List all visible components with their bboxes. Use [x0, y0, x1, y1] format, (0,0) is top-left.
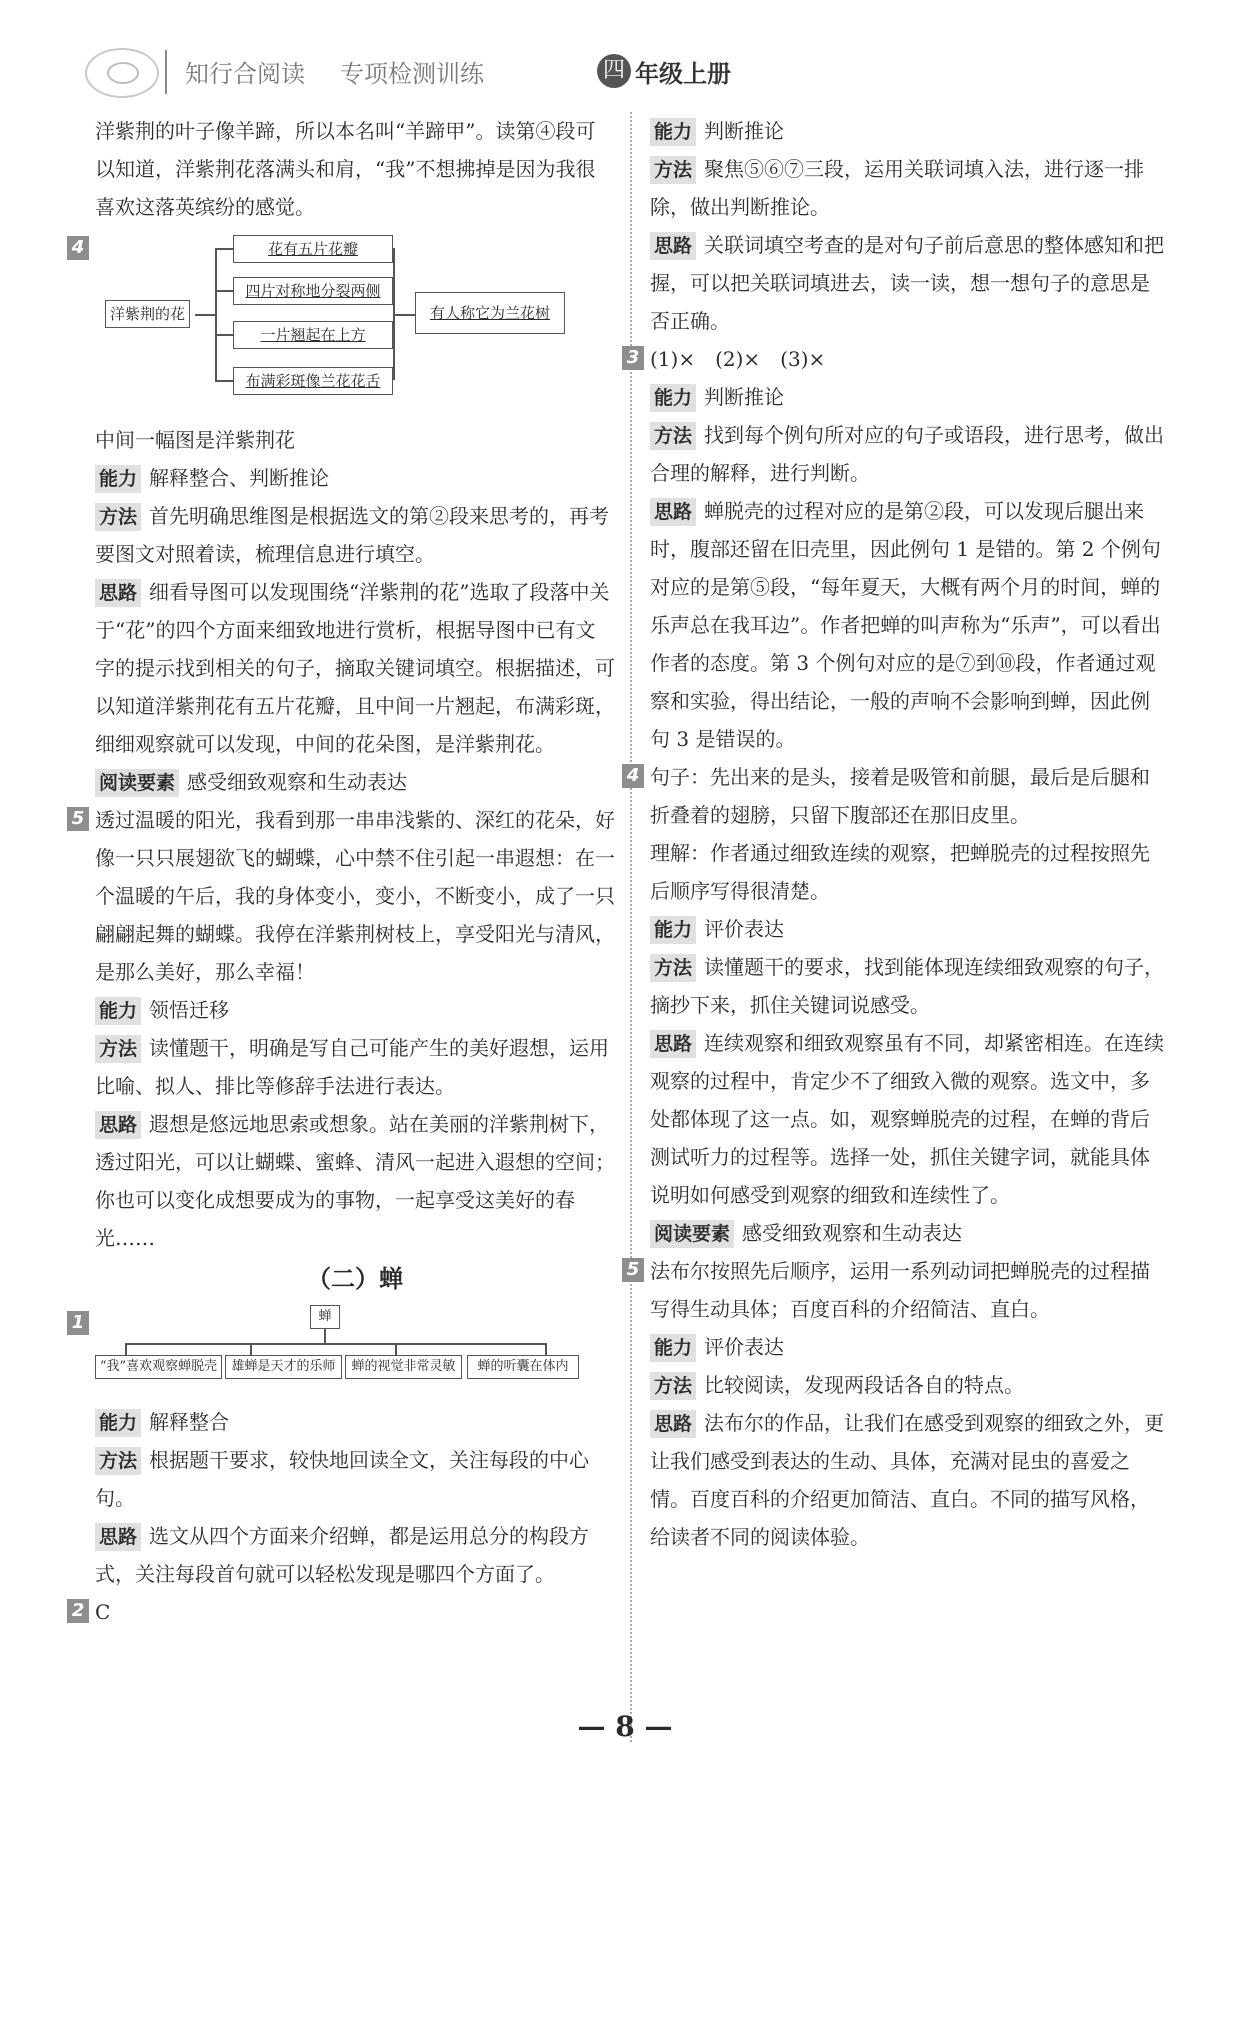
connector [250, 1343, 252, 1355]
question-5 [71, 801, 615, 991]
publisher-logo-icon [85, 48, 159, 98]
question-4 [71, 230, 615, 415]
idea-label: 思路 [650, 1410, 696, 1438]
ability-line: 能力 评价表达 [650, 910, 1165, 948]
ability-label: 能力 [95, 1409, 141, 1437]
left-column [71, 112, 615, 1631]
tree-child: 雄蝉是天才的乐师 [225, 1355, 342, 1379]
connector [215, 248, 217, 380]
connector [215, 248, 233, 250]
mindmap-branch: 花有五片花瓣 [233, 235, 393, 263]
method-label: 方法 [95, 1447, 141, 1475]
section2-question-2 [71, 1593, 615, 1631]
idea-label: 思路 [650, 232, 696, 260]
method-label: 方法 [650, 422, 696, 450]
question-number: 2 [67, 1599, 89, 1623]
idea-line: 思路 关联词填空考查的是对句子前后意思的整体感知和把握，可以把关联词填进去，读一读，想一想句子的意思是否正确。 [650, 233, 1165, 333]
method-line: 方法 比较阅读，发现两段话各自的特点。 [650, 1366, 1165, 1404]
method-line: 方法 读懂题干，明确是写自己可能产生的美好遐想，运用比喻、拟人、排比等修辞手法进行表达。 [95, 1036, 610, 1098]
ability-line: 能力 领悟迁移 [95, 991, 615, 1029]
question-number: 4 [67, 236, 89, 260]
idea-line: 思路 遐想是悠远地思索或想象。站在美丽的洋紫荆树下，透过阳光，可以让蝴蝶、蜜蜂、清风一起进入遐想的空间；你也可以变化成想要成为的事物，一起享受这美好的春光…… [95, 1112, 615, 1250]
question-number: 3 [622, 346, 644, 370]
mindmap-branch: 四片对称地分裂两侧 [233, 277, 393, 305]
tree-child: “我”喜欢观察蝉脱壳 [95, 1355, 222, 1379]
element-label: 阅读要素 [650, 1220, 734, 1248]
connector [393, 314, 415, 316]
method-line: 方法 读懂题干的要求，找到能体现连续细致观察的句子，摘抄下来，抓住关键词说感受。 [650, 955, 1165, 1017]
grade-label: 年级上册 [635, 60, 731, 88]
method-label: 方法 [95, 1035, 141, 1063]
header-divider [165, 50, 167, 94]
series-subtitle: 专项检测训练 [340, 60, 484, 88]
ability-label: 能力 [650, 384, 696, 412]
ability-line: 能力 判断推论 [650, 112, 1165, 150]
mindmap-center: 洋紫荆的花 [105, 300, 190, 328]
page-number: — 8 — [577, 1710, 673, 1743]
question-number: 1 [67, 1311, 89, 1335]
answer-text: (1)× (2)× (3)× [650, 347, 826, 371]
connector [125, 1343, 127, 1355]
idea-line: 思路 连续观察和细致观察虽有不同，却紧密相连。在连续观察的过程中，肯定少不了细致入微的观察。选文中，多处都体现了这一点。如，观察蝉脱壳的过程，在蝉的背后测试听力的过程等。选择一处，抓住关键字词，就能具体说明如何感受到观察的细致和连续性了。 [650, 1031, 1165, 1207]
idea-line: 思路 法布尔的作品，让我们在感受到观察的细致之外，更让我们感受到表达的生动、具体，充满对昆虫的喜爱之情。百度百科的介绍更加简洁、直白。不同的描写风格，给读者不同的阅读体验。 [650, 1411, 1165, 1549]
tree-root: 蝉 [310, 1305, 340, 1329]
idea-label: 思路 [95, 579, 141, 607]
idea-label: 思路 [95, 1111, 141, 1139]
question-4 [626, 758, 1165, 834]
connector [324, 1329, 326, 1343]
method-line: 方法 首先明确思维图是根据选文的第②段来思考的，再考要图文对照着读，梳理信息进行填空。 [95, 504, 610, 566]
section-title: （二）蝉 [307, 1265, 403, 1293]
answer-text: 洋紫荆的叶子像羊蹄，所以本名叫“羊蹄甲”。读第④段可以知道，洋紫荆花落满头和肩，“我”不想拂掉是因为我很喜欢这落英缤纷的感觉。 [95, 119, 596, 219]
ability-label: 能力 [650, 1334, 696, 1362]
question-3 [626, 340, 1165, 378]
question-number: 4 [622, 764, 644, 788]
connector [395, 1343, 397, 1355]
mindmap-branch: 布满彩斑像兰花花舌 [233, 367, 393, 395]
ability-line: 能力 评价表达 [650, 1328, 1165, 1366]
method-label: 方法 [95, 503, 141, 531]
mindmap-branch: 一片翘起在上方 [233, 321, 393, 349]
ability-label: 能力 [95, 465, 141, 493]
element-line: 阅读要素 感受细致观察和生动表达 [650, 1214, 1165, 1252]
tree-child: 蝉的视觉非常灵敏 [345, 1355, 462, 1379]
tree-child: 蝉的听囊在体内 [467, 1355, 579, 1379]
element-label: 阅读要素 [95, 769, 179, 797]
connector [215, 290, 233, 292]
ability-label: 能力 [650, 916, 696, 944]
series-title: 知行合阅读 [185, 60, 305, 88]
method-line: 方法 根据题干要求，较快地回读全文，关注每段的中心句。 [95, 1448, 590, 1510]
question-number: 5 [622, 1258, 644, 1282]
ability-line: 能力 解释整合 [95, 1403, 615, 1441]
ability-label: 能力 [95, 997, 141, 1025]
connector [195, 314, 215, 316]
idea-label: 思路 [650, 1030, 696, 1058]
page-header [85, 42, 1185, 102]
structure-tree-diagram [95, 1305, 615, 1395]
section2-question-1 [71, 1305, 615, 1395]
grade-number-badge: 四 [597, 54, 631, 88]
idea-line: 思路 蝉脱壳的过程对应的是第②段，可以发现后腿出来时，腹部还留在旧壳里，因此例句 1 是错的。第 2 个例句对应的是第⑤段，“每年夏天，大概有两个月的时间，蝉的乐声总在我耳边”。作者把蝉的叫声称为“乐声”，可以看出作者的态度。第 3 个例句对应的是⑦到⑩段，作者通过观察和实验，得出结论，一般的声响不会影响到蝉，因此例句 3 是错误的。 [650, 499, 1161, 751]
mind-map-diagram [95, 230, 615, 415]
method-line: 方法 找到每个例句所对应的句子或语段，进行思考，做出合理的解释，进行判断。 [650, 423, 1165, 485]
answer-text: 句子：先出来的是头，接着是吸管和前腿，最后是后腿和折叠着的翅膀，只留下腹部还在那旧皮里。 [650, 765, 1150, 827]
method-label: 方法 [650, 156, 696, 184]
connector [215, 334, 233, 336]
method-label: 方法 [650, 954, 696, 982]
idea-line: 思路 选文从四个方面来介绍蝉，都是运用总分的构段方式，关注每段首句就可以轻松发现是哪四个方面了。 [95, 1524, 590, 1586]
idea-label: 思路 [95, 1523, 141, 1551]
ability-label: 能力 [650, 118, 696, 146]
connector [215, 380, 233, 382]
method-line: 方法 聚焦⑤⑥⑦三段，运用关联词填入法，进行逐一排除，做出判断推论。 [650, 157, 1145, 219]
connector [545, 1343, 547, 1355]
connector [125, 1343, 545, 1345]
question-number: 5 [67, 807, 89, 831]
answer-text: 中间一幅图是洋紫荆花 [95, 428, 295, 452]
answer-text: 透过温暖的阳光，我看到那一串串浅紫的、深红的花朵，好像一只只展翅欲飞的蝴蝶，心中禁不住引起一串遐想：在一个温暖的午后，我的身体变小，变小，不断变小，成了一只翩翩起舞的蝴蝶。我停在洋紫荆树枝上，享受阳光与清风，是那么美好，那么幸福！ [95, 808, 615, 984]
idea-label: 思路 [650, 498, 696, 526]
question-5 [626, 1252, 1165, 1328]
ability-line: 能力 解释整合、判断推论 [95, 459, 615, 497]
ability-line: 能力 判断推论 [650, 378, 1165, 416]
idea-line: 思路 细看导图可以发现围绕“洋紫荆的花”选取了段落中关于“花”的四个方面来细致地进行赏析，根据导图中已有文字的提示找到相关的句子，摘取关键词填空。根据描述，可以知道洋紫荆花有五片花瓣，且中间一片翘起，布满彩斑，细细观察就可以发现，中间的花朵图，是洋紫荆花。 [95, 580, 615, 756]
method-label: 方法 [650, 1372, 696, 1400]
right-column [626, 112, 1165, 1556]
answer-text: 理解：作者通过细致连续的观察，把蝉脱壳的过程按照先后顺序写得很清楚。 [650, 841, 1150, 903]
mindmap-result: 有人称它为兰花树 [415, 292, 565, 334]
element-line: 阅读要素 感受细致观察和生动表达 [95, 763, 615, 801]
answer-text: 法布尔按照先后顺序，运用一系列动词把蝉脱壳的过程描写得生动具体；百度百科的介绍简洁、直白。 [650, 1259, 1150, 1321]
answer-text: C [95, 1600, 111, 1624]
